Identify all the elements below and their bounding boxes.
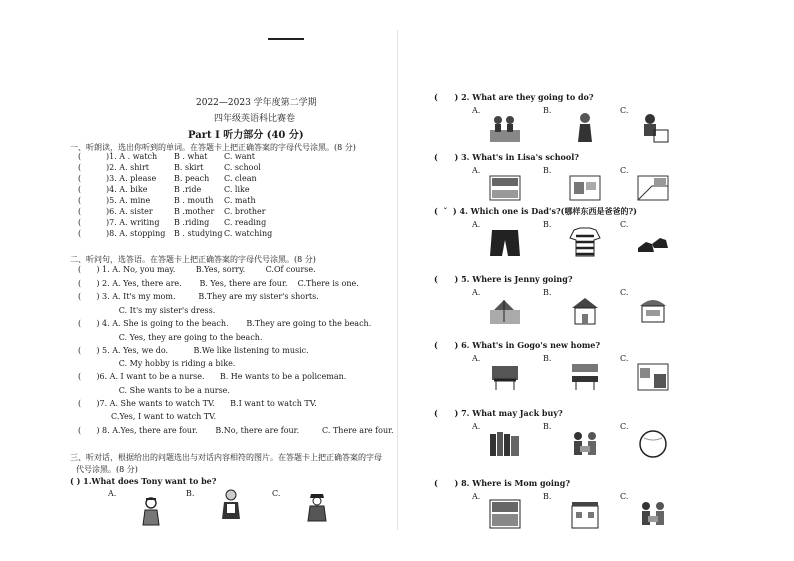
- option-a: )2. A. shirt: [106, 163, 150, 172]
- books-icon: [488, 428, 522, 460]
- answer-line: C.Yes, I want to watch TV.: [78, 412, 217, 421]
- answer-line: C. My hobby is riding a bike.: [78, 359, 236, 368]
- table-icon: [568, 360, 602, 392]
- option-b: B.: [543, 492, 552, 501]
- answer-paren: (: [78, 185, 82, 194]
- question-4: ( ˇ ) 4. Which one is Dad's?(哪样东西是爸爸的?): [434, 206, 637, 216]
- title-year: 2022—2023 学年度第二学期: [196, 98, 317, 108]
- option-c: C.: [620, 492, 629, 501]
- question-6: ( ) 6. What's in Gogo's new home?: [434, 340, 601, 350]
- option-a: A.: [472, 166, 481, 175]
- option-c: C. like: [224, 185, 250, 194]
- answer-paren: (: [78, 207, 82, 216]
- part-title: Part Ⅰ 听力部分 (40 分): [188, 130, 304, 141]
- answer-line: C. It's my sister's dress.: [78, 306, 216, 315]
- option-a: A.: [472, 492, 481, 501]
- answer-paren: (: [78, 218, 82, 227]
- room-icon: [568, 172, 602, 204]
- answer-paren: (: [78, 196, 82, 205]
- option-b: B.: [543, 220, 552, 229]
- ball-icon: [636, 428, 670, 460]
- option-c: C. watching: [224, 229, 273, 238]
- option-a: )7. A. writing: [106, 218, 160, 227]
- people-scene-icon: [488, 112, 522, 144]
- option-b: B.: [543, 106, 552, 115]
- option-a: )4. A. bike: [106, 185, 148, 194]
- option-b: B.: [543, 288, 552, 297]
- question-1: ( ) 1.What does Tony want to be?: [70, 476, 217, 486]
- option-c: C. brother: [224, 207, 266, 216]
- option-c: C. want: [224, 152, 255, 161]
- answer-line: ( ) 5. A. Yes, we do. B.We like listening to music.: [78, 346, 309, 355]
- option-a: A.: [472, 106, 481, 115]
- option-a: )3. A. please: [106, 174, 157, 183]
- answer-line: C. She wants to be a nurse.: [78, 386, 230, 395]
- option-b: B .riding: [174, 218, 210, 227]
- option-a: )1. A . watch: [106, 152, 158, 161]
- answer-line: ( ) 8. A.Yes, there are four. B.No, there are four. C. There are four.: [78, 426, 394, 435]
- option-c: C.: [620, 106, 629, 115]
- piano-icon: [488, 360, 522, 392]
- option-b: B .ride: [174, 185, 202, 194]
- section3-heading-1: 三、听对话，根据给出的问题选出与对话内容相符的图片。在答题卡上把正确答案的字母: [70, 453, 382, 462]
- people-icon: [568, 428, 602, 460]
- answer-line: ( ) 2. A. Yes, there are. B. Yes, there are four. C.There is one.: [78, 279, 359, 288]
- section2-heading: 二、听问句，选答语。在答题卡上把正确答案的字母代号涂黑。(8 分): [70, 255, 316, 264]
- answer-paren: (: [78, 152, 82, 161]
- option-c: C. math: [224, 196, 256, 205]
- nurse-icon: [134, 495, 168, 527]
- option-b: B. peach: [174, 174, 210, 183]
- page-fold: [397, 30, 398, 530]
- option-c: C.: [620, 220, 629, 229]
- house-icon: [568, 294, 602, 326]
- title-exam: 四年级英语科比赛卷: [214, 114, 296, 124]
- hall-icon: [636, 172, 670, 204]
- option-a: A.: [472, 354, 481, 363]
- question-2: ( ) 2. What are they going to do?: [434, 92, 594, 102]
- classroom-icon: [488, 172, 522, 204]
- shorts-icon: [488, 226, 522, 258]
- q1-option-c: C.: [272, 489, 281, 498]
- option-a: )8. A. stopping: [106, 229, 166, 238]
- kitchen-icon: [636, 360, 670, 392]
- question-8: ( ) 8. Where is Mom going?: [434, 478, 571, 488]
- answer-line: ( ) 3. A. It's my mom. B.They are my sister's shorts.: [78, 292, 319, 301]
- answer-line: ( ) 4. A. She is going to the beach. B.They are going to the beach.: [78, 319, 372, 328]
- option-a: A.: [472, 220, 481, 229]
- shop-icon: [636, 294, 670, 326]
- q1-option-a: A.: [108, 489, 117, 498]
- worker-icon: [214, 488, 248, 520]
- option-b: B. skirt: [174, 163, 204, 172]
- option-a: A.: [472, 422, 481, 431]
- option-c: C.: [620, 288, 629, 297]
- option-a: )6. A. sister: [106, 207, 153, 216]
- option-c: C. clean: [224, 174, 257, 183]
- answer-line: C. Yes, they are going to the beach.: [78, 333, 263, 342]
- question-3: ( ) 3. What's in Lisa's school?: [434, 152, 579, 162]
- option-c: C.: [620, 166, 629, 175]
- striped-shirt-icon: [568, 226, 602, 258]
- bookstore-icon: [488, 498, 522, 530]
- answer-paren: (: [78, 174, 82, 183]
- option-b: B.: [543, 422, 552, 431]
- option-b: B . what: [174, 152, 208, 161]
- person-icon: [568, 112, 602, 144]
- answer-line: ( )7. A. She wants to watch TV. B.I want to watch TV.: [78, 399, 317, 408]
- q1-option-b: B.: [186, 489, 195, 498]
- top-mark: [268, 38, 304, 40]
- option-b: B .mother: [174, 207, 215, 216]
- section1-heading: 一、听朗读，选出你听到的单词。在答题卡上把正确答案的字母代号涂黑。(8 分): [70, 143, 356, 152]
- option-c: C. school: [224, 163, 261, 172]
- answer-line: ( ) 1. A. No, you may. B.Yes, sorry. C.Of course.: [78, 265, 316, 274]
- option-a: )5. A. mine: [106, 196, 151, 205]
- answer-paren: (: [78, 229, 82, 238]
- option-b: B . mouth: [174, 196, 214, 205]
- question-5: ( ) 5. Where is Jenny going?: [434, 274, 573, 284]
- section3-heading-2: 代号涂黑。(8 分): [76, 465, 138, 474]
- option-c: C.: [620, 354, 629, 363]
- answer-line: ( )6. A. I want to be a nurse. B. He wants to be a policeman.: [78, 372, 347, 381]
- shoes-icon: [636, 226, 670, 258]
- option-b: B . studying: [174, 229, 223, 238]
- option-b: B.: [543, 354, 552, 363]
- people-icon: [636, 498, 670, 530]
- option-c: C. reading: [224, 218, 267, 227]
- beach-icon: [488, 294, 522, 326]
- building-icon: [568, 498, 602, 530]
- policeman-icon: [300, 490, 334, 522]
- option-a: A.: [472, 288, 481, 297]
- option-b: B.: [543, 166, 552, 175]
- option-c: C.: [620, 422, 629, 431]
- question-7: ( ) 7. What may Jack buy?: [434, 408, 563, 418]
- person-desk-icon: [636, 112, 670, 144]
- answer-paren: (: [78, 163, 82, 172]
